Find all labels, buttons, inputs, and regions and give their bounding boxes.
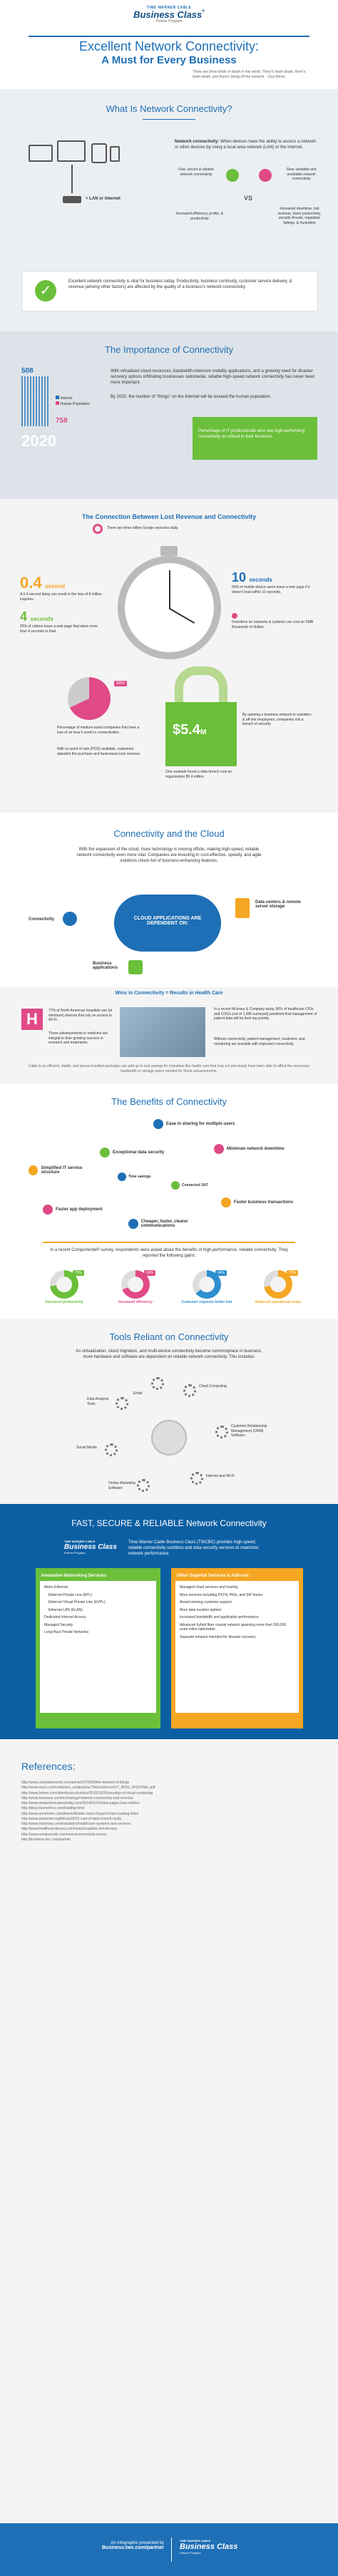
devices-illustration [21,139,128,217]
what-callout [21,271,318,311]
twc-left-item-5: Managed Security [44,1622,73,1627]
benefit-3 [29,1165,100,1175]
donut-2 [178,1270,235,1304]
twc-left-item-0: Metro Ethernet [44,1585,68,1590]
references-section [0,1739,338,2523]
tool-analysis [116,1397,128,1410]
health-photo [120,1007,205,1057]
health-right-stat: In a recent Mcinsey & Company study, 50% of healthcare CIOs and COOs (out of 1,000 surveyed) predicted that management of patient data will be their top priority. [214,1007,317,1021]
reference-link[interactable]: http://www.compuverde.com/news/connectivity-survey [21,1832,107,1837]
benefit-0-label: Ease in sharing for multiple users [166,1122,235,1126]
cloud-body: With the expansion of the cloud, more technology is moving offsite, making high-speed, reliable network connectivity even more vital. Companies are investing in cost-effective, speedy, and agile solutions chock-full of business-enhancing features. [76,847,262,864]
header-logo [123,6,215,24]
cloud-center: CLOUD APPLICATIONS ARE DEPENDENT ON: [133,916,202,926]
footer-logo-top: TIME WARNER CABLE [180,2539,211,2542]
header-logo-top: TIME WARNER CABLE [146,6,192,10]
importance-green-text: Percentage of IT professionals who see high-performing connectivity as critical to their business. [198,429,304,440]
twc-logo-sub: Partner Program [64,1551,86,1555]
twc-right-title: Other Superior Services & Add-ons: [177,1574,250,1578]
reference-link[interactable]: http://www.cisco.com/c/dam/en_us/about/ac79/docs/innov/IoT_IBSG_0411FINAL.pdf [21,1786,155,1791]
tools-body: As virtualization, cloud migration, and multi-device connectivity become commonplace in business, more hardware and software are dependent on reliable network connectivity. This includes: [76,1349,262,1360]
increased-label: Increased efficiency, profits, & productivity [175,212,224,221]
footer-url[interactable]: Business.twc.com/partner [101,2545,164,2550]
footer-presented [78,2541,164,2550]
gear-icon [116,1397,128,1410]
footer-line1: An infographic presented by [111,2541,164,2545]
benefits-section [0,1083,338,1319]
network-icon [214,1144,224,1154]
tool-cloud [183,1384,196,1397]
benefit-2-label: Minimum network downtime [227,1147,285,1151]
reference-link[interactable]: http://www.forbes.com/sites/louiscolumbus/2015/10/26/roundup-of-cloud-computing [21,1791,153,1796]
tool-0-label: Cloud Computing [199,1384,227,1389]
references-list [21,1781,317,1843]
twc-right-item-3: More data location options [180,1607,222,1612]
page-title-line1: Excellent Network Connectivity: [78,39,260,53]
stat-10-text: 50% of mobile device users leave a web page if it doesn't load within 10 seconds. [232,585,310,594]
definition-term: Network connectivity: [175,140,220,144]
internet-stat [21,367,93,450]
people-grid-icon [21,376,50,426]
reference-link[interactable]: http://www.healthcareitnews.com/news/hospitals-wifi-devices [21,1827,118,1832]
lock-text2: One example found a data breach cost an organization $5.4 million. [165,770,232,779]
stat-4-value: 4 [20,609,28,624]
benefit-7-label: Faster business transactions [234,1200,294,1205]
gear-icon [151,1377,164,1390]
tools-wheel [69,1376,269,1500]
cloud-title: Connectivity and the Cloud [113,828,225,839]
stat-0-4-value: 0.4 [20,574,42,592]
twc-right-item-1: More services including PSTN, PRIs, and SIP trunks [180,1592,263,1597]
revenue-title: The Connection Between Lost Revenue and Connectivity [81,513,257,520]
benefit-1 [100,1148,171,1158]
shield-icon [100,1148,110,1158]
twc-left-item-2: Ethernet Virtual Private Line (EVPL) [48,1600,106,1604]
tool-marketing [137,1479,150,1492]
reference-link[interactable]: http://www.computerworld.com/article/2475960/the-internet-of-things [21,1781,130,1785]
definition [175,139,317,150]
callout-text: Excellent network connectivity is vital for business today. Productivity, business continuity, customer service delivery, & revenue (among other factors) are affected by the quality of a business's network connectivity. [68,279,292,290]
gear-icon [215,1426,228,1438]
importance-body2: By 2020, the number of "things" on the Internet will far exceed the human population. [111,395,272,399]
revenue-section [0,499,338,813]
connected-icon [171,1181,180,1190]
hub-circle [151,1420,187,1456]
tool-crm [215,1426,228,1438]
benefit-6 [43,1205,107,1215]
lock-unit: M [200,728,207,736]
gear-icon [105,1443,118,1456]
twc-left-item-3: Ethernet LAN (ELAN) [48,1607,83,1612]
tool-2-label: Internet and Wi-Fi [206,1474,235,1478]
twc-right-box [171,1568,303,1729]
server-icon [235,898,250,918]
donut-2-pct: 64% [215,1270,227,1276]
tools-title: Tools Reliant on Connectivity [109,1331,229,1342]
stat-0-4-unit: second [45,583,66,589]
twc-right-item-2: Award-winning customer support [180,1600,232,1604]
stat-10-value: 10 [232,570,247,584]
importance-title: The Importance of Connectivity [105,344,233,355]
share-icon [153,1119,163,1129]
twc-section [0,1504,338,1739]
apps-icon [128,960,143,974]
tool-1-label: Customer Relationship Management (CRM) Software [231,1424,267,1438]
laptop-icon [29,145,53,162]
donut-3 [250,1270,307,1304]
header-section [0,0,338,89]
year-label: 2020 [21,432,56,450]
survey-donuts [21,1270,317,1314]
decreased-label: Increased downtime, lost revenue, lower productivity, security threats, regulation failings, & frustration [277,207,322,225]
twc-left-title: Innovative Networking Services: [41,1574,108,1578]
connectivity-icon [63,912,77,926]
stat-4 [20,609,106,634]
stat-4-unit: seconds [30,616,53,622]
cloud-diagram [29,880,309,980]
tablet-icon [91,143,107,163]
reference-link[interactable]: http://www.business.com/technology/network-connectivity-and-revenue [21,1796,134,1800]
donut-0 [36,1270,93,1304]
benefit-1-label: Exceptional data security [113,1150,165,1155]
donut-3-label: Reduced operational costs [255,1300,301,1304]
stat-downtime [232,613,317,629]
stat-0-4 [20,574,106,602]
benefit-8 [128,1219,221,1229]
reference-link[interactable]: http://www.ponemon.org/library/2015-cost-of-data-breach-study [21,1816,122,1821]
tools-section [0,1319,338,1504]
monitor-icon [57,140,86,162]
stat-10 [232,570,317,594]
legend-population: Human Population [60,401,90,406]
phone-icon [110,146,120,162]
footer-logo-main: Business Class [180,2542,238,2551]
donut-1 [107,1270,164,1304]
benefits-web [29,1116,309,1237]
pie-chart [68,677,111,720]
twc-right-item-5: Advanced hybrid fiber coaxial network spanning more than 300,000 route miles nationwide [180,1622,287,1632]
twc-right-item-0: Managed cloud services and hosting [180,1585,238,1590]
checkmark-icon: ✓ [35,280,56,302]
pie-text2: With no point of sale (POS) available, customers abandon the purchase and businesses lose revenue. [57,747,141,756]
twc-title: FAST, SECURE & RELIABLE Network Connectivity [71,1518,267,1528]
reference-link[interactable]: http://www.emarketer.com/Article/Mobile-Users-Expect-Fast-Loading-Sites [21,1811,139,1816]
tool-3-label: Online Marketing Software [108,1481,135,1490]
reference-link[interactable]: http://www.mckinsey.com/industries/healthcare-systems-and-services [21,1822,131,1826]
donut-1-label: Increased efficiency [118,1300,153,1304]
pie-text: Percentage of medium-sized companies that have a loss of an hour's worth in connectivities. [57,726,140,735]
tool-social [105,1443,118,1456]
transaction-icon [221,1197,231,1207]
population-number: 758 [56,417,68,425]
slow-label: Slow, unstable and unreliable network connectivity [286,168,317,181]
donut-1-pct: 69% [144,1270,155,1276]
twc-logo [64,1540,121,1555]
google-searches: There are three billion Google searches daily. [107,526,179,530]
header-quote: There are three kinds of death in this world. There's heart death, there's brain death, and there's being off the network. ~Guy Almes [193,70,306,79]
header-logo-sub: Partner Program [155,19,183,24]
stopwatch-icon [118,556,221,659]
health-title: Wins in Connectivity = Results in Health Care [115,991,223,996]
clock-icon [118,1173,126,1181]
lan-label: = LAN or Internet [86,197,121,201]
google-icon [93,524,103,534]
tool-email [151,1377,164,1390]
header-logo-tm: ® [202,9,205,14]
donut-0-label: Increased productivity [45,1300,83,1304]
donut-2-label: Customer requests better met [181,1300,232,1304]
it-icon [29,1165,38,1175]
importance-body: With virtualized cloud resources, bandwidth-intensive mobility applications, and a growing need for disaster recovery options infiltrating businesses nationwide, reliable high-speed network connectivity has never been more important. [111,369,315,386]
lock-text: By opening a business network to outsiders & off-site employees, companies risk a breach of security. [242,713,312,726]
gear-icon [190,1472,203,1485]
survey-text: In a recent CompuVerde® survey, respondents were asked about the benefits of high-performance, reliable connectivity. They reported the following gains: [50,1248,288,1259]
vs-comparison [175,168,324,246]
health-footer: Cable & an efficient, stable, and secure bundled packages can add up to real savings for industries like health care that may not previously have been able to afford the necessary bandwidth or storage space needed for these advancements. [28,1064,310,1073]
benefit-5-label: Connected 24/7 [182,1183,208,1187]
tool-6-label: Email [133,1391,143,1396]
tool-wifi [190,1472,203,1485]
page-title-line2: A Must for Every Business [101,54,237,66]
cloud-section [0,813,338,987]
twc-logo-main: Business Class [64,1543,117,1551]
what-title: What Is Network Connectivity? [106,103,232,114]
cloud-right-label: Data centers & remote server storage [255,900,301,909]
cloud-left-label: Connectivity [29,917,55,922]
what-section [0,89,338,331]
health-left-text: These advancements in medicine are integral to their growing success in research and treatments. [48,1031,108,1045]
footer-logo-sub: Partner Program [180,2551,201,2555]
downtime-dot-icon [232,613,237,619]
vs-label: VS [244,195,253,202]
twc-left-box [36,1568,160,1729]
twc-logo-top: TIME WARNER CABLE [64,1540,96,1543]
reference-link[interactable]: http://blog.kissmetrics.com/loading-time/ [21,1806,85,1811]
internet-number: 508 [21,367,34,375]
lock-value: $5.4 [173,722,200,738]
legend-internet: Internet [60,396,73,401]
twc-left-item-4: Dedicated Internet Access [44,1615,86,1619]
tool-5-label: Data Analysis Tools [87,1397,109,1406]
cloud-bottom-label: Business applications [93,962,118,970]
stat-0-4-text: A 0.4-second delay can result in the loss of 8 million inquiries. [20,592,102,602]
red-x-icon [259,169,272,182]
gear-icon [137,1479,150,1492]
footer-logo [180,2539,258,2555]
app-icon [43,1205,53,1215]
health-right-text: Without connectivity, patient management, treatment, and monitoring are possible with improved connectivity. [214,1037,305,1046]
health-left-stat: 77% of North American hospitals use (at minimum) devices that rely on access to Wi-Fi. [48,1009,113,1022]
benefit-0 [153,1119,239,1129]
twc-right-item-4: Increased bandwidth and application performance [180,1615,259,1619]
benefit-3-label: Simplified IT service structure [41,1166,83,1175]
twc-left-item-1: Ethernet Private Line (EPL) [48,1592,92,1597]
hospital-icon: H [21,1009,43,1030]
donut-0-pct: 73% [73,1270,84,1276]
gear-icon [183,1384,196,1397]
definition-text: When devices have the ability to access a network or other devices by using a local area network (LAN) or the Internet. [175,140,317,150]
lock-icon [165,702,237,766]
header-logo-main: Business Class [133,9,203,20]
fast-label: Fast, secure & reliable network connectivity [178,168,214,177]
benefit-4 [118,1173,168,1181]
pie-label: 68% [114,681,127,686]
reference-link[interactable]: http://www.webperformancetoday.com/2014/01/16/slow-pages-lose-visitors [21,1801,140,1805]
donut-3-pct: 72% [287,1270,298,1276]
importance-section [0,331,338,499]
green-check-icon [226,169,239,182]
benefit-2 [214,1144,307,1154]
stat-downtime-text: Downtime on networks & systems can cost an SMB thousands of dollars. [232,620,314,629]
page-title [29,39,309,66]
importance-green-box [193,417,317,460]
chat-icon [128,1219,138,1229]
router-icon [63,196,81,203]
stat-4-text: 25% of visitors leave a web page that takes more than 4 seconds to load. [20,624,98,634]
twc-left-item-6: Long-Haul Private Networks [44,1630,89,1634]
benefits-title: The Benefits of Connectivity [111,1096,227,1107]
survey-box [43,1242,295,1259]
benefit-7 [221,1197,307,1207]
benefit-8-label: Cheaper, faster, clearer communications [140,1220,188,1228]
references-title: References: [21,1761,76,1772]
twc-right-item-6: Separate network intended for disaster recovery [180,1634,256,1639]
footer [0,2523,338,2576]
twc-desc: Time Warner Cable Business Class (TWCBC) provides high-speed, reliable connectivity solutions and data security services to maximize network performance. [128,1540,259,1557]
health-section [0,987,338,1083]
benefit-4-label: Time savings [128,1175,151,1179]
benefit-5 [171,1181,221,1190]
reference-link[interactable]: http://business.twc.com/partner [21,1837,71,1842]
benefit-6-label: Faster app deployment [56,1207,103,1212]
stat-10-unit: seconds [249,577,272,583]
tool-4-label: Social Media [76,1446,97,1450]
